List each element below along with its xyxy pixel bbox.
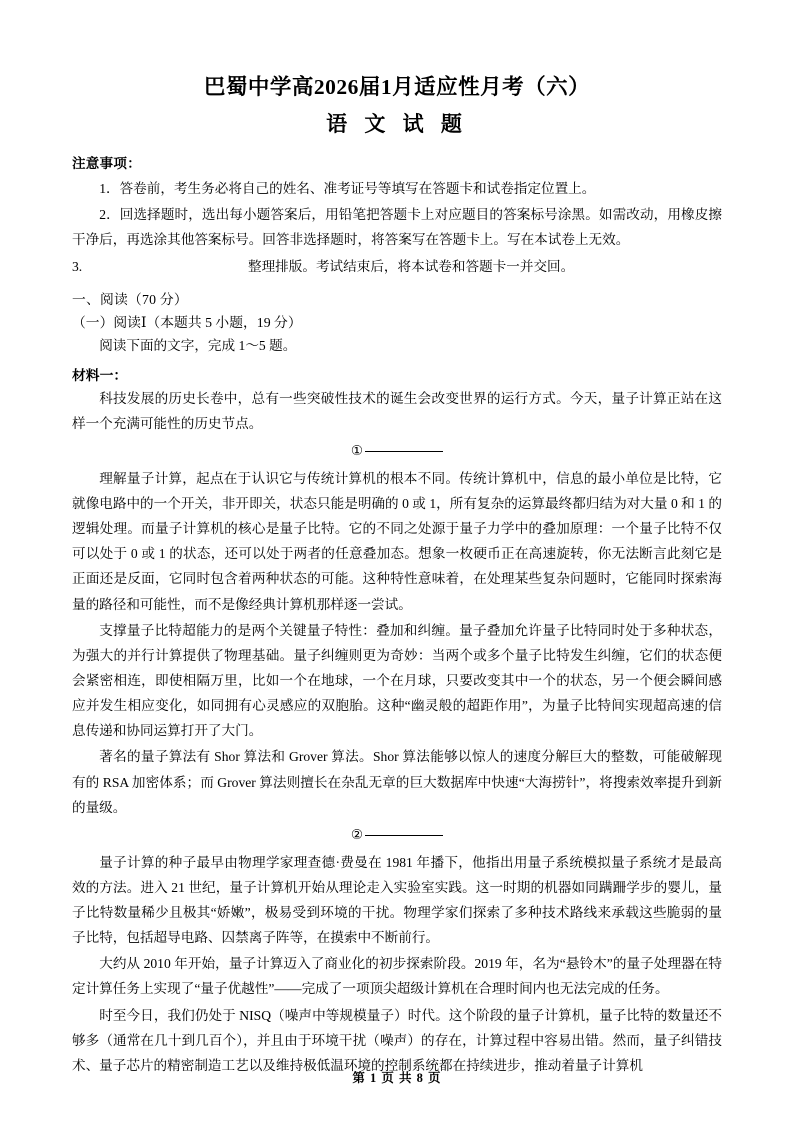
material-heading: 材料一：	[72, 367, 128, 383]
paragraph-1: 科技发展的历史长卷中，总有一些突破性技术的诞生会改变世界的运行方式。今天，量子计算正站在这样一个充满可能性的历史节点。	[72, 390, 722, 431]
notice-item-1: 1．答卷前，考生务必将自己的姓名、准考证号等填写在答题卡和试卷指定位置上。	[99, 181, 596, 197]
paragraph-2: 理解量子计算，起点在于认识它与传统计算机的根本不同。传统计算机中，信息的最小单位是比特，它就像电路中的一个开关，非开即关，状态只能是明确的 0 或 1，所有复杂的运算最终都归结为对大量 0 和 1 的逻辑处理。而量子计算机的核心是量子比特。它的不同之处源于量子力学中的叠加原理：一个量子比特不仅可以处于 0 或 1 的状态，还可以处于两者的任意叠加态。想象一枚硬币正在高速旋转，你无法断言此刻它是正面还是反面，它同时包含着两种状态的可能。这种特性意味着，在处理某些复杂问题时，它能同时探索海量的路径和可能性，而不是像经典计算机那样逐一尝试。	[72, 470, 722, 612]
notice-item-3	[72, 254, 722, 279]
paragraph-7: 时至今日，我们仍处于 NISQ（噪声中等规模量子）时代。这个阶段的量子计算机，量子比特的数量还不够多（通常在几十到几百个），并且由于环境干扰（噪声）的存在，计算过程中容易出错。然而，量子纠错技术、量子芯片的精密制造工艺以及维持极低温环境的控制系统都在持续进步，推动着量子计算机	[72, 1007, 722, 1073]
notice-item-3-lead: 3.	[72, 258, 83, 274]
page-title: 巴蜀中学高2026届1月适应性月考（六）	[203, 75, 591, 99]
fill-blank-one-rule	[365, 451, 443, 452]
page-subtitle: 语 文 试 题	[326, 112, 468, 137]
section-subheading-one: （一）阅读Ⅰ（本题共 5 小题，19 分）	[72, 314, 302, 330]
section-heading-one: 一、阅读（70 分）	[72, 291, 188, 307]
notice-item-3-gap	[100, 254, 248, 279]
fill-blank-one	[72, 438, 722, 464]
paragraph-5: 量子计算的种子最早由物理学家理查德·费曼在 1981 年播下，他指出用量子系统模拟量子系统才是最高效的方法。进入 21 世纪，量子计算机开始从理论走入实验室实践。这一时期的机器如同蹒跚学步的婴儿，量子比特数量稀少且极其“娇嫩”，极易受到环境的干扰。物理学家们探索了多种技术路线来承载这些脆弱的量子比特，包括超导电路、囚禁离子阵等，在摸索中不断前行。	[72, 854, 722, 946]
paragraph-3: 支撑量子比特超能力的是两个关键量子特性：叠加和纠缠。量子叠加允许量子比特同时处于多种状态，为强大的并行计算提供了物理基础。量子纠缠则更为奇妙：当两个或多个量子比特发生纠缠，它们的状态便会紧密相连，即使相隔万里，比如一个在地球，一个在月球，只要改变其中一个的状态，另一个便会瞬间感应并发生相应变化，如同拥有心灵感应的双胞胎。这种“幽灵般的超距作用”，为量子比特间实现超高速的信息传递和协同运算打开了大门。	[72, 622, 722, 739]
paragraph-4: 著名的量子算法有 Shor 算法和 Grover 算法。Shor 算法能够以惊人的速度分解巨大的整数，可能破解现有的 RSA 加密体系；而 Grover 算法则擅长在杂乱无章的巨大数据库中快速“大海捞针”，将搜索效率提升到新的量级。	[72, 749, 722, 815]
paragraph-6: 大约从 2010 年开始，量子计算迈入了商业化的初步探索阶段。2019 年，名为“悬铃木”的量子处理器在特定计算任务上实现了“量子优越性”——完成了一项顶尖超级计算机在合理时间内也无法完成的任务。	[72, 956, 722, 997]
notice-item-2: 2．回选择题时，选出每小题答案后，用铅笔把答题卡上对应题目的答案标号涂黑。如需改动，用橡皮擦干净后，再选涂其他答案标号。回答非选择题时，将答案写在答题卡上。写在本试卷上无效。	[72, 207, 722, 248]
notice-heading: 注意事项：	[72, 156, 141, 172]
notice-item-3-text: 整理排版。考试结束后，将本试卷和答题卡一并交回。	[248, 258, 575, 274]
fill-blank-one-label: ①	[350, 443, 364, 459]
fill-blank-two-label: ②	[350, 826, 364, 842]
fill-blank-two-rule	[365, 835, 443, 836]
fill-blank-two	[72, 822, 722, 848]
section-instruction: 阅读下面的文字，完成 1～5 题。	[99, 337, 297, 353]
page-footer: 第 1 页 共 8 页	[352, 1071, 442, 1085]
